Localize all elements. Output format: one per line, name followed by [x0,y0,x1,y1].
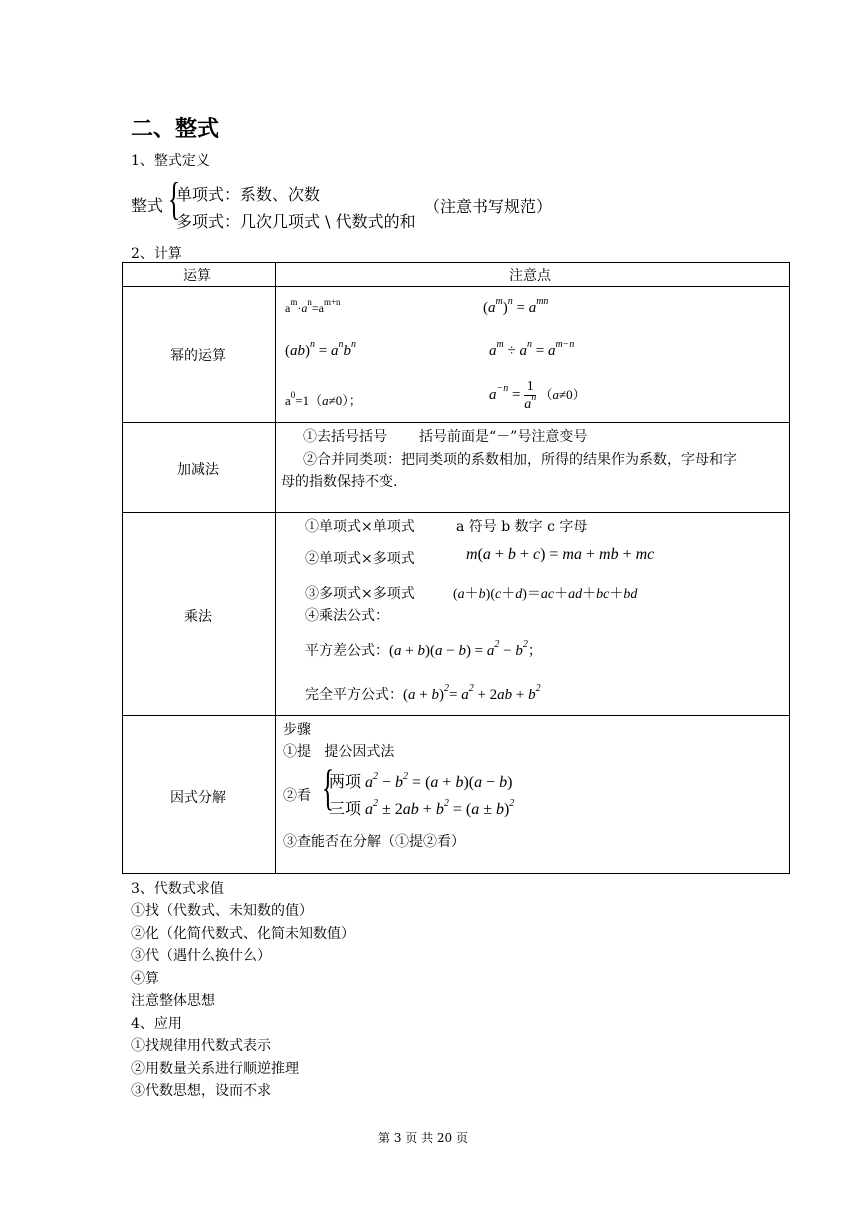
factor-step-2: ②看 [283,788,311,804]
header-operation: 运算 [183,268,211,284]
row-divider [123,286,789,287]
column-divider [275,263,276,873]
mult-mono-poly: ②单项式×多项式 [305,551,415,567]
definition-note: （注意书写规范） [424,197,553,216]
mult-formulas-heading: ④乘法公式： [305,608,389,624]
addsub-rule-like-terms: ②合并同类项：把同类项的系数相加，所得的结果作为系数，字母和字 [303,452,737,468]
evaluate-step-4: ④算 [131,971,159,987]
perfect-square-label: 完全平方公式：$(a + b)^2= a^2 + 2ab + b^2$ [305,683,541,703]
evaluate-step-2: ②化（化简代数式、化简未知数值） [131,926,355,942]
calculation-table [122,262,790,874]
mult-mono-mono-note: a 符号 b 数字 c 字母 [456,519,588,535]
factor-steps-heading: 步骤 [283,722,311,738]
addsub-rule-like-terms-cont: 母的指数保持不变. [281,474,398,490]
addsub-rule-brackets: ①去括号括号 [303,429,387,445]
row-label-multiplication: 乘法 [184,609,212,625]
formula-negative-exponent: $a^{-n}$ = $\frac{1}{a^n}$ （a≠0） [489,379,586,412]
formula-quotient-rule: $a^m \div a^n = a^{m-n}$ [489,339,575,359]
application-item-3: ③代数思想，设而不求 [131,1083,271,1099]
brace-icon: { [167,173,181,224]
formula-product-rule: $a^m\cdot a^n=a^{m+n}$ [285,297,341,315]
section-application-title: 4、应用 [131,1016,182,1032]
row-label-addsub: 加减法 [177,462,219,478]
row-divider [123,422,789,423]
mult-poly-poly: ③多项式×多项式 [305,586,415,602]
evaluate-step-3: ③代（遇什么换什么） [131,948,271,964]
subheading-calculation: 2、计算 [131,246,182,262]
difference-of-squares-label: 平方差公式：$(a + b)(a - b) = a^2 - b^2$； [305,639,542,659]
factor-three-terms: 三项 $a^2 \pm 2ab + b^2 = (a \pm b)^2$ [329,798,515,818]
formula-foil: (a＋b)(c＋d)＝ac＋ad＋bc＋bd [453,587,638,602]
formula-power-of-product: $(ab)^n = a^nb^n$ [285,339,356,359]
mult-mono-mono: ①单项式×单项式 [305,519,415,535]
application-item-2: ②用数量关系进行顺逆推理 [131,1061,299,1077]
row-label-factorization: 因式分解 [170,790,226,806]
row-divider [123,715,789,716]
definition-head: 整式 [131,196,164,215]
factor-two-terms: 两项 $a^2 - b^2 = (a + b)(a - b)$ [329,771,513,791]
subheading-definition: 1、整式定义 [131,153,210,169]
addsub-rule-brackets-note: 括号前面是“－”号注意变号 [419,429,588,445]
formula-power-of-power: $(a^m)^n = a^{mn}$ [483,296,549,316]
brace-icon: { [322,759,334,815]
header-notes: 注意点 [509,268,551,284]
formula-zero-exponent: $a^0=1(a\ne 0)$； [285,390,362,408]
application-item-1: ①找规律用代数式表示 [131,1038,271,1054]
factor-step-3: ③查能否在分解（①提②看） [283,834,465,850]
factor-step-1: ①提 提公因式法 [283,744,395,760]
row-label-power: 幂的运算 [170,348,226,364]
section-title: 二、整式 [131,117,220,142]
page-footer: 第 3 页 共 20 页 [378,1131,468,1145]
row-divider [123,512,789,513]
formula-distributive: m(a + b + c) = ma + mb + mc [466,546,655,563]
polynomial-definition: 多项式：几次几项式 \ 代数式的和 [176,212,416,231]
monomial-definition: 单项式：系数、次数 [176,185,321,204]
evaluate-note: 注意整体思想 [131,993,215,1009]
evaluate-step-1: ①找（代数式、未知数的值） [131,903,313,919]
section-evaluate-title: 3、代数式求值 [131,881,224,897]
